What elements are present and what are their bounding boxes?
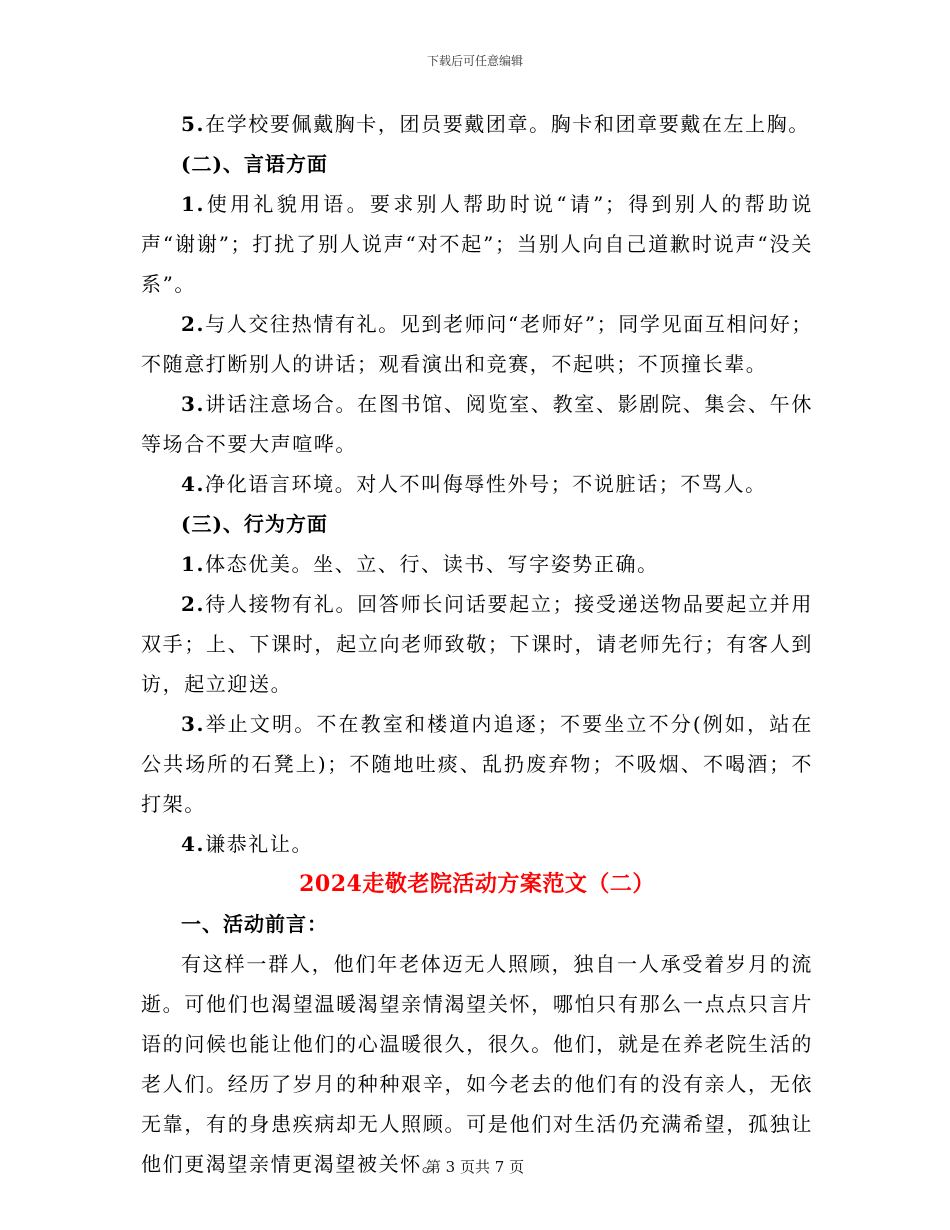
item-number: 5. (181, 112, 206, 136)
page-header: 下载后可任意编辑 (426, 54, 523, 68)
section-heading-behavior: (三)、行为方面 (181, 512, 328, 536)
paragraph-text: 净化语言环境。对人不叫侮辱性外号；不说脏话；不骂人。 (205, 472, 767, 496)
paragraph-item-2 (141, 304, 813, 384)
item-number: 4. (181, 832, 206, 856)
paragraph-text: 使用礼貌用语。要求别人帮助时说“请”；得到别人的帮助说声“谢谢”；打扰了别人说声“对不起”；当别人向自己道歉时说声“没关系”。 (141, 192, 813, 296)
paragraph-item-1 (141, 184, 813, 304)
paragraph-item-3 (141, 384, 813, 464)
page-footer: 第 3 页共 7 页 (425, 1158, 525, 1176)
paragraph-item-1 (141, 544, 813, 584)
document-title: 2024走敬老院活动方案范文（二） (299, 871, 655, 897)
paragraph-text: 讲话注意场合。在图书馆、阅览室、教室、影剧院、集会、午休等场合不要大声喧哗。 (141, 392, 813, 456)
item-number: 1. (181, 192, 206, 216)
paragraph-text: 举止文明。不在教室和楼道内追逐；不要坐立不分(例如，站在公共场所的石凳上)；不随地吐痰、乱扔废弃物；不吸烟、不喝酒；不打架。 (141, 712, 813, 816)
paragraph-item-3 (141, 704, 813, 824)
item-number: 2. (181, 312, 206, 336)
paragraph-text: 体态优美。坐、立、行、读书、写字姿势正确。 (205, 552, 659, 576)
item-number: 2. (181, 592, 206, 616)
paragraph-text: 有这样一群人，他们年老体迈无人照顾，独自一人承受着岁月的流逝。可他们也渴望温暖渴望亲情渴望关怀，哪怕只有那么一点点只言片语的问候也能让他们的心温暖很久，很久。他们，就是在养老院生活的老人们。经历了岁月的种种艰辛，如今老去的他们有的没有亲人，无依无靠，有的身患疾病却无人照顾。可是他们对生活仍充满希望，孤独让他们更渴望亲情更渴望被关怀。 (141, 952, 813, 1176)
paragraph-text: 在学校要佩戴胸卡，团员要戴团章。胸卡和团章要戴在左上胸。 (205, 112, 810, 136)
section-heading-preface: 一、活动前言： (181, 912, 328, 936)
item-number: 3. (181, 392, 206, 416)
item-number: 4. (181, 472, 206, 496)
paragraph-item-4 (141, 824, 813, 864)
section-heading-speech: (二)、言语方面 (181, 152, 328, 176)
paragraph-item-4 (141, 464, 813, 504)
paragraph-text: 谦恭礼让。 (205, 832, 314, 856)
paragraph-item-5 (141, 104, 813, 144)
paragraph-preface (141, 944, 813, 1184)
document-body (141, 104, 813, 1184)
item-number: 1. (181, 552, 206, 576)
item-number: 3. (181, 712, 206, 736)
paragraph-item-2 (141, 584, 813, 704)
paragraph-text: 待人接物有礼。回答师长问话要起立；接受递送物品要起立并用双手；上、下课时，起立向老师致敬；下课时，请老师先行；有客人到访，起立迎送。 (141, 592, 813, 696)
paragraph-text: 与人交往热情有礼。见到老师问“老师好”；同学见面互相问好；不随意打断别人的讲话；观看演出和竞赛，不起哄；不顶撞长辈。 (141, 312, 813, 376)
